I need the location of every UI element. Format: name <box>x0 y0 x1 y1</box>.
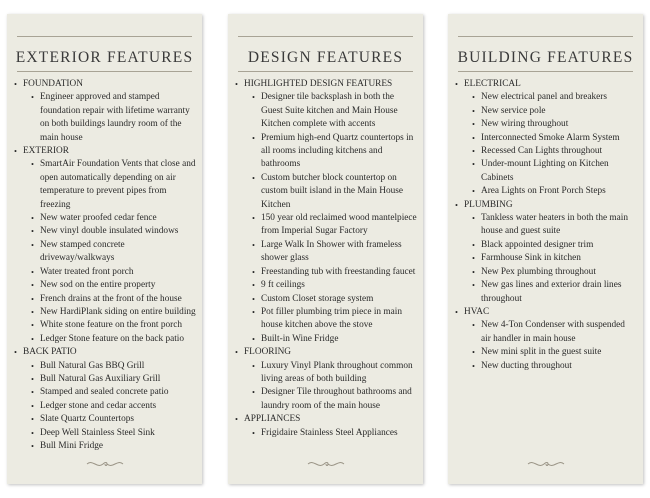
list-item: • Black appointed designer trim <box>464 239 637 252</box>
list-item: • Freestanding tub with freestanding faucet <box>244 266 417 279</box>
list-item: • New mini split in the guest suite <box>464 346 637 359</box>
list-item: • Water treated front porch <box>23 266 196 279</box>
section <box>234 78 417 346</box>
section <box>13 78 196 145</box>
list-item: • French drains at the front of the house <box>23 293 196 306</box>
item-list <box>244 427 417 440</box>
item-list <box>464 319 637 373</box>
list-item: • New wiring throughout <box>464 118 637 131</box>
top-rule <box>458 36 633 37</box>
list-item: • New 4-Ton Condenser with suspended air handler in main house <box>464 319 637 346</box>
section-title: • FOUNDATION <box>23 79 83 89</box>
list-item: • New vinyl double insulated windows <box>23 225 196 238</box>
list-item: • Bull Natural Gas BBQ Grill <box>23 360 196 373</box>
list-item: • New Pex plumbing throughout <box>464 266 637 279</box>
item-list <box>244 360 417 414</box>
list-item: • New water proofed cedar fence <box>23 212 196 225</box>
item-list <box>464 212 637 306</box>
title-rule <box>238 71 413 72</box>
section <box>13 346 196 453</box>
section <box>13 145 196 346</box>
section-list <box>13 78 196 453</box>
item-list <box>23 158 196 346</box>
list-item: • Stamped and sealed concrete patio <box>23 386 196 399</box>
section-title: • EXTERIOR <box>23 146 69 157</box>
list-item: • New electrical panel and breakers <box>464 91 637 104</box>
section-title: • HVAC <box>464 306 490 317</box>
list-item: • SmartAir Foundation Vents that close and open automatically depending on air temperature to prevent pipes from freezing <box>23 158 196 212</box>
section-title: • APPLIANCES <box>244 414 301 425</box>
flourish-ornament-icon <box>526 458 566 470</box>
section-title: • PLUMBING <box>464 199 513 210</box>
list-item: • Slate Quartz Countertops <box>23 413 196 426</box>
top-rule <box>17 36 192 37</box>
top-rule <box>238 36 413 37</box>
panel-title: BUILDING FEATURES <box>457 49 634 66</box>
list-item: • Frigidaire Stainless Steel Appliances <box>244 427 417 440</box>
list-item: • Bull Mini Fridge <box>23 440 196 453</box>
list-item: • New HardiPlank siding on entire building <box>23 306 196 319</box>
list-item: • New ducting throughout <box>464 360 637 373</box>
section <box>454 78 637 199</box>
list-item: • Engineer approved and stamped foundation repair with lifetime warranty on both buildings laundry room of the main house <box>23 91 196 145</box>
section-title: • HIGHLIGHTED DESIGN FEATURES <box>244 79 393 89</box>
list-item: • Farmhouse Sink in kitchen <box>464 252 637 265</box>
list-item: • Designer Tile throughout bathrooms and laundry room of the main house <box>244 386 417 413</box>
section <box>454 306 637 373</box>
list-item: • Built-in Wine Fridge <box>244 333 417 346</box>
item-list <box>244 91 417 346</box>
section <box>234 413 417 440</box>
flourish-ornament-icon <box>85 458 125 470</box>
list-item: • Pot filler plumbing trim piece in main house kitchen above the stove <box>244 306 417 333</box>
list-item: • Bull Natural Gas Auxiliary Grill <box>23 373 196 386</box>
list-item: • Large Walk In Shower with frameless shower glass <box>244 239 417 266</box>
list-item: • Interconnected Smoke Alarm System <box>464 132 637 145</box>
section-title: • ELECTRICAL <box>464 79 521 89</box>
item-list <box>23 360 196 454</box>
list-item: • New service pole <box>464 105 637 118</box>
list-item: • Custom butcher block countertop on custom built island in the Main House Kitchen <box>244 172 417 212</box>
section-list <box>234 78 417 440</box>
panel-building-features <box>448 14 643 484</box>
list-item: • Area Lights on Front Porch Steps <box>464 185 637 198</box>
list-item: • Custom Closet storage system <box>244 293 417 306</box>
panel-title: DESIGN FEATURES <box>247 49 404 66</box>
list-item: • Designer tile backsplash in both the Guest Suite kitchen and Main House Kitchen complete with accents <box>244 91 417 131</box>
title-rule <box>458 71 633 72</box>
panel-design-features <box>228 14 423 484</box>
list-item: • White stone feature on the front porch <box>23 319 196 332</box>
list-item: • Luxury Vinyl Plank throughout common living areas of both building <box>244 360 417 387</box>
list-item: • Recessed Can Lights throughout <box>464 145 637 158</box>
list-item: • Under-mount Lighting on Kitchen Cabinets <box>464 158 637 185</box>
list-item: • New gas lines and exterior drain lines throughout <box>464 279 637 306</box>
list-item: • New sod on the entire property <box>23 279 196 292</box>
panel-exterior-features <box>7 14 202 484</box>
section-title: • FLOORING <box>244 347 292 358</box>
list-item: • Ledger Stone feature on the back patio <box>23 333 196 346</box>
item-list <box>23 91 196 145</box>
panel-title: EXTERIOR FEATURES <box>15 49 194 66</box>
item-list <box>464 91 637 198</box>
section <box>454 199 637 306</box>
flourish-ornament-icon <box>306 458 346 470</box>
title-rule <box>17 71 192 72</box>
list-item: • Ledger stone and cedar accents <box>23 400 196 413</box>
list-item: • Tankless water heaters in both the main house and guest suite <box>464 212 637 239</box>
list-item: • Deep Well Stainless Steel Sink <box>23 427 196 440</box>
list-item: • 150 year old reclaimed wood mantelpiece from Imperial Sugar Factory <box>244 212 417 239</box>
list-item: • Premium high-end Quartz countertops in all rooms including kitchens and bathrooms <box>244 132 417 172</box>
list-item: • 9 ft ceilings <box>244 279 417 292</box>
list-item: • New stamped concrete driveway/walkways <box>23 239 196 266</box>
section <box>234 346 417 413</box>
section-list <box>454 78 637 373</box>
section-title: • BACK PATIO <box>23 347 77 358</box>
